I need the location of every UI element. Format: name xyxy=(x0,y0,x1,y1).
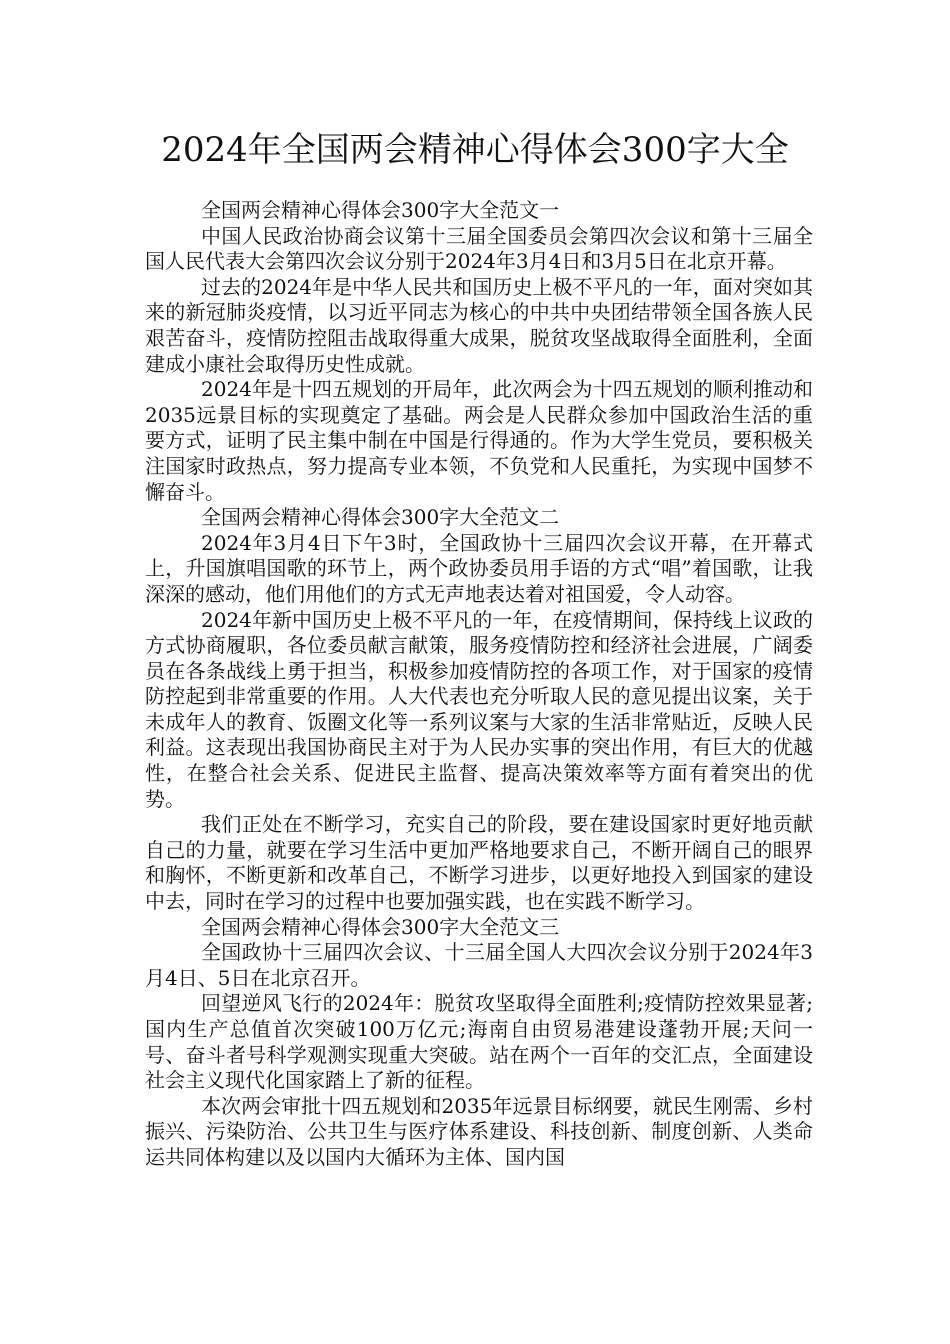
paragraph: 2024年新中国历史上极不平凡的一年，在疫情期间，保持线上议政的方式协商履职，各位委员献言献策，服务疫情防控和经济社会进展，广阔委员在各条战线上勇于担当，积极参加疫情防控的各项工作，对于国家的疫情防控起到非常重要的作用。人大代表也充分听取人民的意见提出议案，关于未成年人的教育、饭圈文化等一系列议案与大家的生活非常贴近，反映人民利益。这表现出我国协商民主对于为人民办实事的突出作用，有巨大的优越性，在整合社会关系、促进民主监督、提高决策效率等方面有着突出的优势。 xyxy=(145,607,813,811)
paragraph: 全国政协十三届四次会议、十三届全国人大四次会议分别于2024年3月4日、5日在北京召开。 xyxy=(145,940,813,990)
document-body xyxy=(145,198,813,1171)
paragraph: 回望逆风飞行的2024年：脱贫攻坚取得全面胜利;疫情防控效果显著;国内生产总值首次突破100万亿元;海南自由贸易港建设蓬勃开展;天问一号、奋斗者号科学观测实现重大突破。站在两个一百年的交汇点，全面建设社会主义现代化国家踏上了新的征程。 xyxy=(145,991,813,1093)
paragraph: 中国人民政治协商会议第十三届全国委员会第四次会议和第十三届全国人民代表大会第四次会议分别于2024年3月4日和3月5日在北京开幕。 xyxy=(145,223,813,274)
section-heading-1: 全国两会精神心得体会300字大全范文一 xyxy=(201,198,560,222)
paragraph: 过去的2024年是中华人民共和国历史上极不平凡的一年，面对突如其来的新冠肺炎疫情，以习近平同志为核心的中共中央团结带领全国各族人民艰苦奋斗，疫情防控阻击战取得重大成果，脱贫攻坚战取得全面胜利，全面建成小康社会取得历史性成就。 xyxy=(145,274,813,376)
section-heading-2: 全国两会精神心得体会300字大全范文二 xyxy=(201,505,560,530)
section-heading-3: 全国两会精神心得体会300字大全范文三 xyxy=(201,914,560,939)
paragraph: 我们正处在不断学习，充实自己的阶段，要在建设国家时更好地贡献自己的力量，就要在学习生活中更加严格地要求自己，不断开阔自己的眼界和胸怀，不断更新和改革自己，不断学习进步，以更好地投入到国家的建设中去，同时在学习的过程中也要加强实践，也在实践不断学习。 xyxy=(145,812,813,914)
paragraph: 2024年3月4日下午3时，全国政协十三届四次会议开幕，在开幕式上，升国旗唱国歌的环节上，两个政协委员用手语的方式“唱”着国歌，让我深深的感动，他们用他们的方式无声地表达着对祖国爱，令人动容。 xyxy=(145,530,813,606)
page-title: 2024年全国两会精神心得体会300字大全 xyxy=(161,130,789,170)
paragraph: 2024年是十四五规划的开局年，此次两会为十四五规划的顺利推动和2035远景目标的实现奠定了基础。两会是人民群众参加中国政治生活的重要方式，证明了民主集中制在中国是行得通的。作为大学生党员，要积极关注国家时政热点，努力提高专业本领，不负党和人民重托，为实现中国梦不懈奋斗。 xyxy=(145,377,813,504)
paragraph: 本次两会审批十四五规划和2035年远景目标纲要，就民生刚需、乡村振兴、污染防治、公共卫生与医疗体系建设、科技创新、制度创新、人类命运共同体构建以及以国内大循环为主体、国内国 xyxy=(145,1093,813,1169)
